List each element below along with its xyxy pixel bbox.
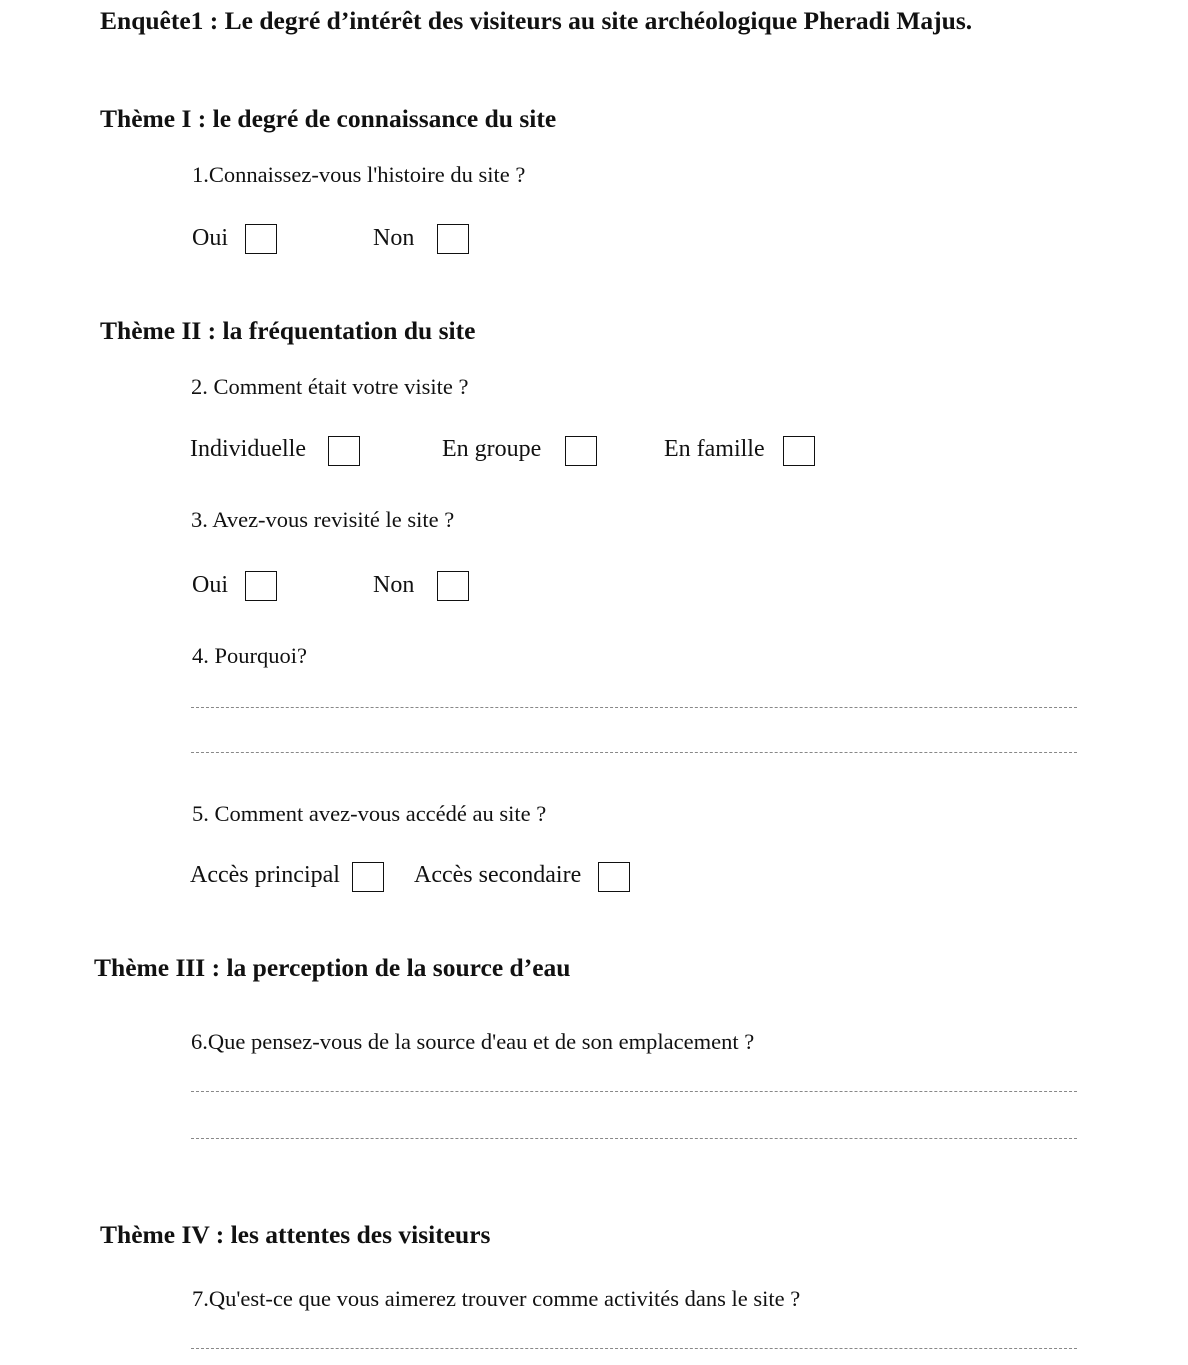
theme-1-heading: Thème I : le degré de connaissance du site	[100, 104, 557, 133]
answer-line[interactable]	[191, 1138, 1077, 1139]
q1-non-checkbox[interactable]	[437, 224, 469, 254]
question-6: 6.Que pensez-vous de la source d'eau et de son emplacement ?	[191, 1029, 755, 1054]
q1-option-non-label: Non	[373, 225, 415, 251]
question-4: 4. Pourquoi?	[192, 643, 307, 668]
q1-oui-checkbox[interactable]	[245, 224, 277, 254]
q3-non-checkbox[interactable]	[437, 571, 469, 601]
question-5: 5. Comment avez-vous accédé au site ?	[192, 801, 547, 826]
q3-option-non-label: Non	[373, 572, 415, 598]
q2-groupe-checkbox[interactable]	[565, 436, 597, 466]
theme-3-heading: Thème III : la perception de la source d’eau	[94, 953, 571, 982]
answer-line[interactable]	[191, 752, 1077, 753]
q2-individuelle-checkbox[interactable]	[328, 436, 360, 466]
answer-line[interactable]	[191, 1348, 1077, 1349]
q3-option-oui-label: Oui	[192, 572, 228, 598]
question-7: 7.Qu'est-ce que vous aimerez trouver comme activités dans le site ?	[192, 1286, 801, 1311]
answer-line[interactable]	[191, 1091, 1077, 1092]
q2-option-individuelle-label: Individuelle	[190, 436, 306, 462]
survey-title: Enquête1 : Le degré d’intérêt des visiteurs au site archéologique Pheradi Majus.	[100, 6, 973, 35]
theme-4-heading: Thème IV : les attentes des visiteurs	[100, 1220, 491, 1249]
q2-option-famille-label: En famille	[664, 436, 765, 462]
theme-2-heading: Thème II : la fréquentation du site	[100, 316, 476, 345]
q3-oui-checkbox[interactable]	[245, 571, 277, 601]
answer-line[interactable]	[191, 707, 1077, 708]
question-2: 2. Comment était votre visite ?	[191, 374, 469, 399]
question-1: 1.Connaissez-vous l'histoire du site ?	[192, 162, 526, 187]
q5-secondaire-checkbox[interactable]	[598, 862, 630, 892]
q1-option-oui-label: Oui	[192, 225, 228, 251]
q5-principal-checkbox[interactable]	[352, 862, 384, 892]
q5-option-principal-label: Accès principal	[190, 862, 340, 888]
question-3: 3. Avez-vous revisité le site ?	[191, 507, 455, 532]
q5-option-secondaire-label: Accès secondaire	[414, 862, 582, 888]
q2-option-groupe-label: En groupe	[442, 436, 542, 462]
q2-famille-checkbox[interactable]	[783, 436, 815, 466]
